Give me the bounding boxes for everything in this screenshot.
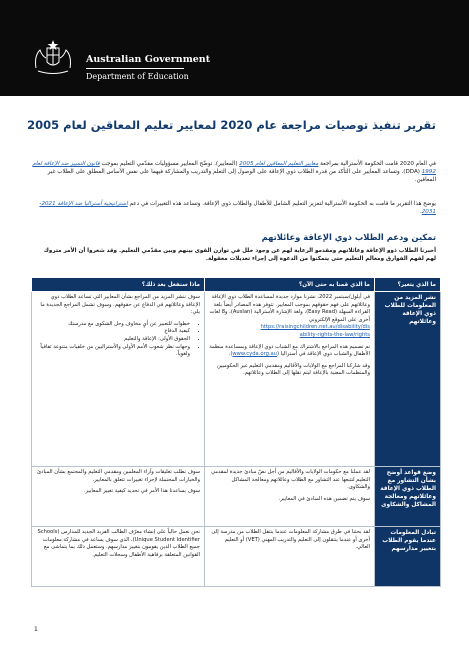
column-header-what-changes: ما الذي يتغير؟ — [375, 278, 441, 292]
bullet-list — [36, 321, 200, 359]
cell-text: نحن نعمل حالياً على إنشاء معرّف الطالب الفريد الجديد للمدارس (Schools Unique Student Identifier)، الذي سوف يساعد في مشاركة معلومات جميع الطلاب الذين يقومون بتغيير مدارسهم. وستعمل ذلك بما يتماشى مع القوانين المتعلقة برفاهية الأطفال وسجلات التعليم. — [37, 529, 200, 558]
next-cell — [32, 467, 205, 527]
cell-text — [209, 344, 370, 359]
header-banner — [0, 0, 469, 96]
dda-link[interactable]: قانون التمييز ضد الإعاقة لعام 1992 — [32, 161, 436, 175]
raisingchildren-link-cont[interactable]: ability-rights-the-law/rights — [299, 331, 370, 338]
row-heading: وضع قواعد أوضح بشأن التشاور مع الطلاب ذوي الإعاقة وعائلاتهم ومعالجة المشاكل والشكاوى — [375, 467, 441, 527]
raisingchildren-link[interactable]: https://raisingchildren.net.au/disability/dis — [260, 324, 370, 331]
list-item: • الحقوق الأولى: الإعاقة والتعليم — [36, 336, 190, 344]
cell-text: سوف يساعدنا هذا الأمر في تحديد كيفية تغيير المعايير. — [83, 488, 200, 495]
cell-text: لقد بحثنا في طرق مشاركة المعلومات عندما ينتقل الطلاب من مدرسة إلى أخرى أو عندما ينتقلون إلى التعليم والتدريب المهني (VET) أو التعليم العالي. — [211, 529, 370, 551]
done-cell — [205, 467, 375, 527]
cell-text-part: تم تصميم هذه المراجع بالاشتراك مع الشباب ذوي الإعاقة وبمساعدة منظمة الأطفال والشباب ذوي الإعاقة في أستراليا ( — [209, 343, 370, 358]
cell-text-part: في أيلول/سبتمبر 2022، نشرنا موارد جديدة لمساعدة الطلاب ذوي الإعاقة وعائلاتهم على فهم حقوقهم بموجب المعايير. تتوفر هذه المصادر أيضاً بلغة القراءة السهلة (Easy Read)، ولغة الإشارة الأسترالية (Auslan)، و8 لغات أخرى على الموقع الإلكتروني — [209, 294, 370, 323]
cyda-link[interactable]: www.cyda.org.au — [232, 351, 277, 358]
department-name: Department of Education — [86, 72, 189, 81]
column-header-done-so-far: ما الذي قمنا به حتى الآن؟ — [205, 278, 375, 292]
cell-text: لقد عملنا مع حكومات الولايات والأقاليم من أجل نصّ مبادئ جديدة لمقدمي التعليم لتتبعها عند التشاور مع الطلاب وعائلاتهم ومعالجة المشاكل والشكاوى. — [211, 469, 370, 491]
standards-link[interactable]: معايير التعليم المعاقين لعام 2005 — [239, 161, 319, 167]
table-row — [32, 467, 441, 527]
government-name: Australian Government — [86, 54, 211, 65]
next-cell — [32, 527, 205, 587]
done-cell — [205, 292, 375, 467]
cell-text: سوف يتم تضمين هذه المبادئ في المعايير. — [278, 495, 370, 502]
intro-text-1: في العام 2020 قامت الحكومة الأسترالية بمراجعة — [318, 161, 436, 167]
header-divider — [86, 68, 184, 69]
purpose-text: يوضح هذا التقرير ما قامت به الحكومة الأسترالية لتعزيز التعليم الشامل للأطفال والطلاب ذوي الإعاقة. وتساعد هذه التغييرات في دعم — [127, 201, 436, 207]
intro-text-3: (DDA). وتساعد المعايير على التأكد من قدرة الطلاب ذوي الإعاقة على الوصول إلى التعلم والتدريب والمشاركة فيهما على نفس الأساس المطلق على الطلاب غير المعاقين. — [47, 169, 436, 183]
document-title: تقرير تنفيذ توصيات مراجعة عام 2020 لمعايير تعليم المعاقين لعام 2005 — [27, 118, 436, 132]
cell-text: سوف نطلب تعليقات وآراء المعلمين ومقدمي التعليم والمجتمع بشأن المبادئ والخيارات المحتملة لإجراء تغييرات تتعلق بالمعايير. — [37, 469, 200, 483]
cell-text — [209, 294, 370, 340]
table-row — [32, 527, 441, 587]
report-purpose-paragraph — [32, 200, 436, 216]
section-intro: أخبرنا الطلاب ذوو الإعاقة وعائلاتهم ومقدمو الرعاية لهم عن وجود خلل في توازن القوى بينهم وبين مقدّمي التعليم. وقد شعروا أن الأمر متروك لهم لفهم الفوارق ومعالم التعليم حتى يتمكنوا من الدعوة إلى إجراء تعديلات معقولة. — [43, 248, 436, 262]
table-row — [32, 292, 441, 467]
changes-table — [31, 277, 441, 587]
strategy-link[interactable]: استراتيجية أستراليا ضد الإعاقة 2021-2031 — [39, 201, 436, 215]
coat-of-arms-icon — [30, 38, 76, 78]
done-cell — [205, 527, 375, 587]
intro-text-2: (المعايير). توضّح المعايير مسؤوليات مقدّمي التعليم بموجب — [99, 161, 240, 167]
section-heading: تمكين ودعم الطلاب ذوي الإعاقة وعائلاتهم — [261, 232, 436, 242]
list-item: • خطوات للتعبير عن أيٍ مخاوف وحل الشكوى مع مدرستك — [36, 321, 190, 329]
row-heading: تبادل المعلومات عندما يقوم الطلاب بتغيير مدارسهم — [375, 527, 441, 587]
column-header-next-steps: ماذا سنفعل بعد ذلك؟ — [32, 278, 205, 292]
table-header-row — [32, 278, 441, 292]
next-cell — [32, 292, 205, 467]
page-number: 1 — [34, 626, 38, 633]
list-item: • كيفية الدفاع — [36, 328, 190, 336]
cell-text-part: ). — [228, 351, 233, 358]
row-heading: نشر المزيد من المعلومات للطلاب ذوي الإعاقة وعائلاتهم — [375, 292, 441, 467]
purpose-text-end: . — [419, 209, 422, 215]
intro-paragraph — [32, 160, 436, 184]
cell-text: سوف ننشر المزيد من المراجع بشأن المعايير التي تساعد الطلاب ذوي الإعاقة وعائلاتهم في الدفاع عن حقوقهم. وسوف تشمل المراجع الجديدة ما يلي: — [40, 294, 200, 316]
list-item: • وجهات نظر شعوب الأمم الأولى والأستراليين من خلفيات متنوعة ثقافياً ولغوياً. — [36, 344, 190, 359]
cell-text: وقد شاركنا المراجع مع الولايات والأقاليم ومقدمي التعليم غير الحكوميين والمنظمات المعنية بالإعاقة ليتم نقلها إلى الطلاب وعائلاتهم. — [216, 362, 370, 377]
